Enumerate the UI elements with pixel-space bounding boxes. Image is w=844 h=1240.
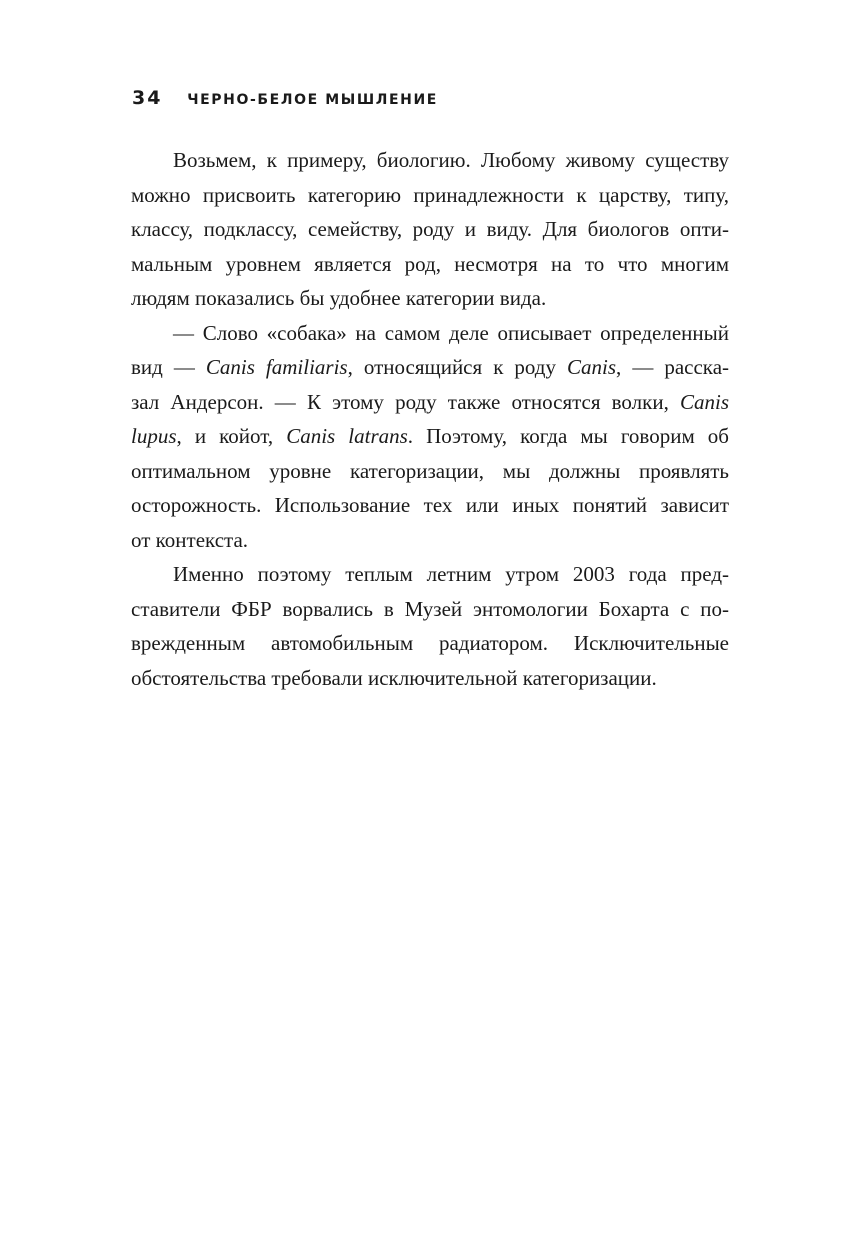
species-name: Canis familiaris <box>205 355 348 379</box>
species-name: lupus <box>131 424 177 448</box>
text-run: зал Андерсон. — К этому роду также относятся волки, <box>131 389 680 414</box>
text-run: , относящийся к роду <box>347 355 568 379</box>
text-line: оптимальном уровне категоризации, мы должны проявлять <box>131 458 729 483</box>
text-line: классу, подклассу, семейству, роду и виду. Для биологов опти- <box>131 217 729 241</box>
species-name: Canis <box>679 389 729 414</box>
species-name: Canis latrans <box>286 424 408 448</box>
paragraph <box>131 557 729 695</box>
text-line: врежденным автомобильным радиатором. Исключительные <box>131 631 729 655</box>
text-line <box>131 419 729 454</box>
book-title: ЧЕРНО-БЕЛОЕ МЫШЛЕНИЕ <box>187 92 438 108</box>
text-run: . Поэтому, когда мы говорим об <box>407 424 729 448</box>
text-line: можно присвоить категорию принадлежности к царству, типу, <box>131 182 729 207</box>
text-line: ставители ФБР ворвались в Музей энтомологии Бохарта с по- <box>131 596 729 621</box>
text-run: , и койот, <box>176 424 287 448</box>
paragraph <box>131 316 729 558</box>
text-line: мальным уровнем является род, несмотря на то что многим <box>131 251 729 276</box>
running-head <box>132 86 732 110</box>
body-text <box>131 143 729 695</box>
text-line: Именно поэтому теплым летним утром 2003 года пред- <box>173 562 729 586</box>
text-line: — Слово «собака» на самом деле описывает определенный <box>173 320 729 345</box>
text-line: людям показались бы удобнее категории вида. <box>131 286 547 310</box>
text-run: , — расска- <box>616 355 730 379</box>
paragraph <box>131 143 729 316</box>
text-line <box>131 385 729 420</box>
text-line: обстоятельства требовали исключительной категоризации. <box>131 665 657 690</box>
genus-name: Canis <box>567 355 617 379</box>
text-line: от контекста. <box>131 527 249 552</box>
text-run: вид — <box>131 355 206 379</box>
text-line: осторожность. Использование тех или иных понятий зависит <box>131 493 729 517</box>
page-number: 34 <box>132 87 163 109</box>
text-line <box>131 350 729 385</box>
text-line: Возьмем, к примеру, биологию. Любому живому существу <box>173 148 729 172</box>
